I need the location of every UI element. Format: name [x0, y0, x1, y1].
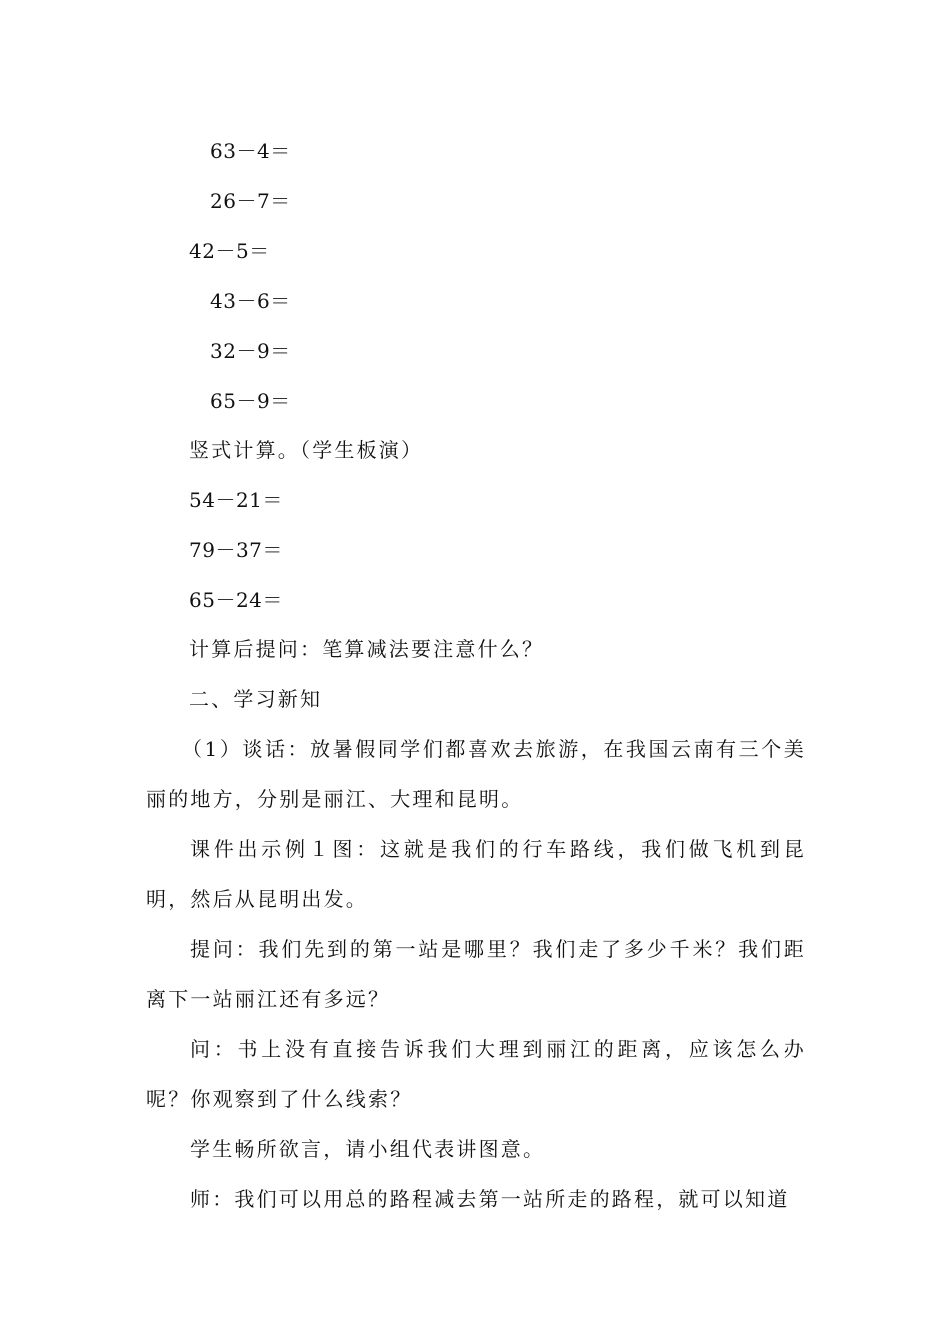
warmup-line-5: 32－9＝ — [210, 339, 291, 363]
warmup-line-1: 63－4＝ — [210, 139, 291, 163]
paragraph-teacher: 师：我们可以用总的路程减去第一站所走的路程，就可以知道 — [190, 1187, 790, 1211]
warmup-line-6: 65－9＝ — [210, 389, 291, 413]
section-heading: 二、学习新知 — [189, 687, 323, 711]
paragraph-courseware: 课件出示例１图：这就是我们的行车路线，我们做飞机到昆明，然后从昆明出发。 — [146, 837, 806, 911]
vertical-line-3: 65－24＝ — [189, 588, 283, 612]
vertical-line-1: 54－21＝ — [189, 488, 283, 512]
vertical-calc-title: 竖式计算。（学生板演） — [189, 438, 424, 462]
paragraph-talk: （1）谈话：放暑假同学们都喜欢去旅游，在我国云南有三个美丽的地方，分别是丽江、大理和昆明。 — [146, 737, 806, 811]
warmup-line-4: 43－6＝ — [210, 289, 291, 313]
paragraph-questions: 提问：我们先到的第一站是哪里？我们走了多少千米？我们距离下一站丽江还有多远？ — [146, 937, 806, 1011]
warmup-line-3: 42－5＝ — [189, 239, 270, 263]
question-after-calc: 计算后提问：笔算减法要注意什么？ — [189, 637, 545, 661]
vertical-line-2: 79－37＝ — [189, 538, 283, 562]
paragraph-students: 学生畅所欲言，请小组代表讲图意。 — [190, 1137, 546, 1161]
warmup-line-2: 26－7＝ — [210, 189, 291, 213]
paragraph-ask: 问：书上没有直接告诉我们大理到丽江的距离，应该怎么办呢？你观察到了什么线索？ — [146, 1037, 806, 1111]
